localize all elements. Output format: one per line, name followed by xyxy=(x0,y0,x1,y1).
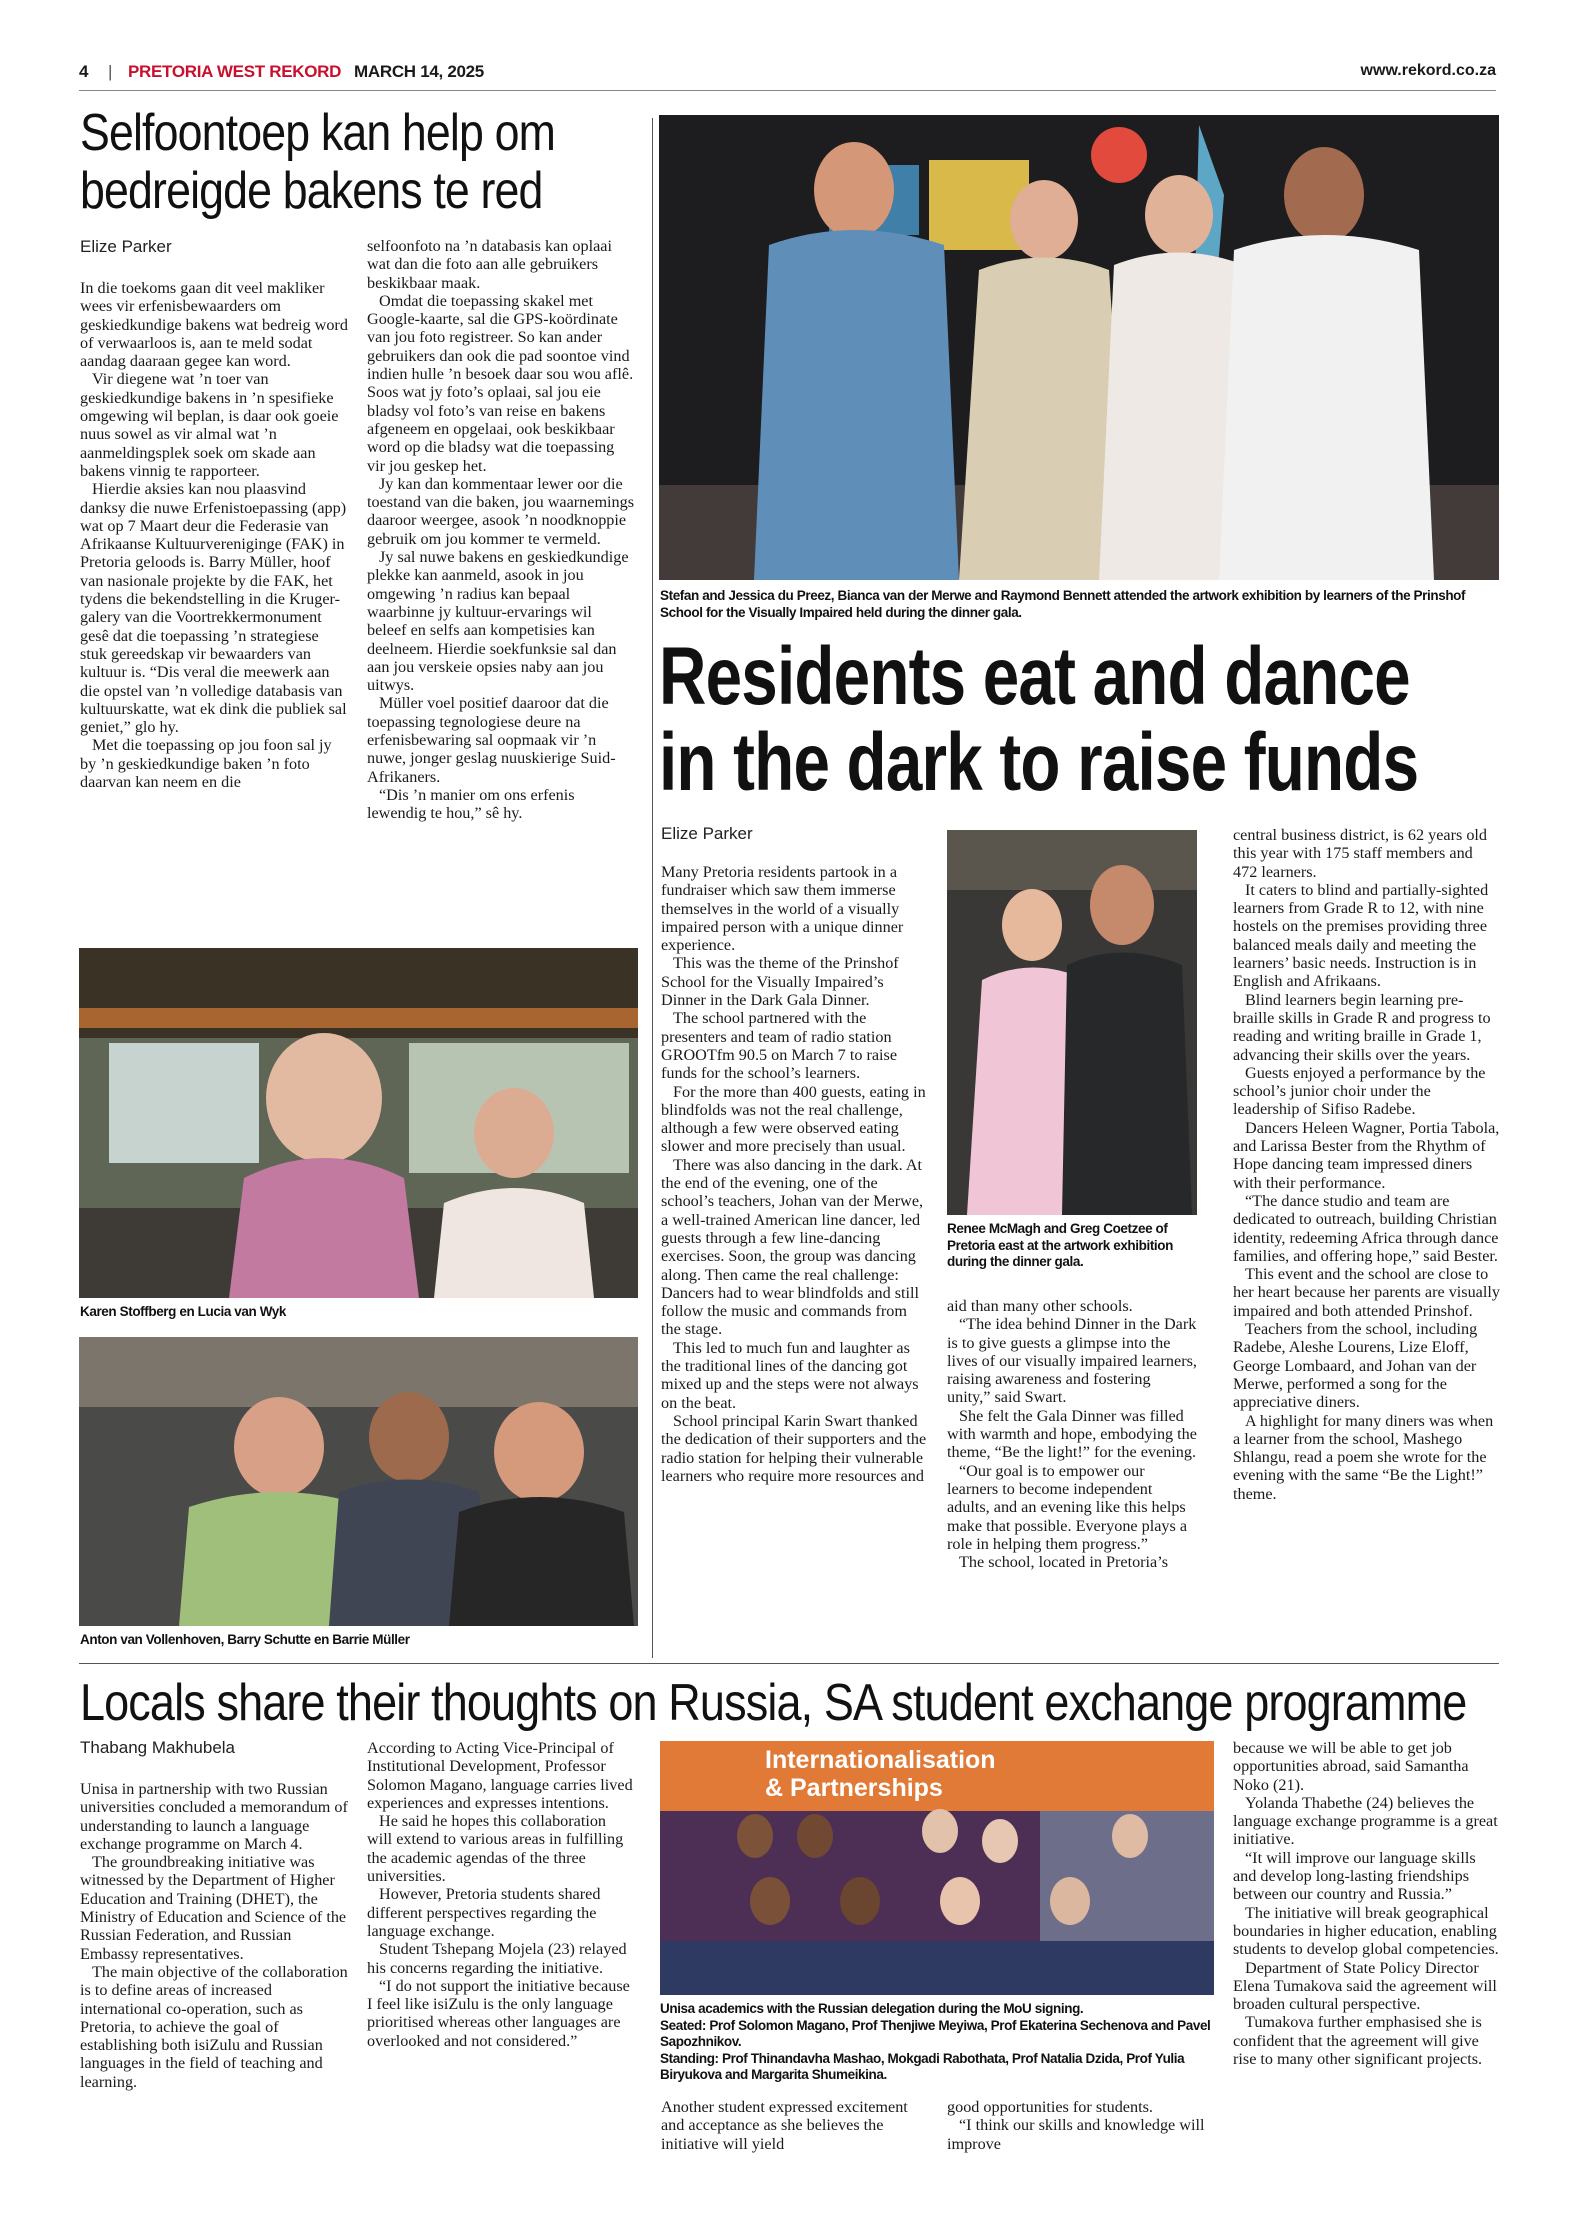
article1-headline: Selfoontoep kan help om bedreigde bakens te red xyxy=(80,104,555,220)
paragraph: There was also dancing in the dark. At the end of the evening, one of the school’s teachers, Johan van der Merwe, a well-trained American line dancer, led guests through a few line-dancing exercises. Soon, the group was dancing along. Then came the real challenge: Dancers had to wear blindfolds and still follow the music and commands from the stage. xyxy=(661,1155,924,1339)
article3-column-1 xyxy=(80,1780,348,2091)
column-divider xyxy=(652,118,653,1658)
paragraph: Guests enjoyed a performance by the school’s junior choir under the leadership of Sifiso Radebe. xyxy=(1233,1063,1486,1119)
article2-column-2 xyxy=(947,1297,1197,1571)
paragraph: central business district, is 62 years old this year with 175 staff members and 472 learners. xyxy=(1233,826,1488,881)
article3-column-2 xyxy=(367,1739,635,2050)
paragraph: The initiative will break geographical boundaries in higher education, enabling students to develop global competencies. xyxy=(1233,1903,1499,1959)
caption-anton-barry-barrie: Anton van Vollenhoven, Barry Schutte en Barrie Müller xyxy=(80,1632,410,1647)
article3-column-4 xyxy=(947,2098,1207,2153)
article2-column-1 xyxy=(661,863,930,1485)
paragraph: Tumakova further emphasised she is confident that the agreement will give rise to many other significant projects. xyxy=(1233,2013,1483,2069)
paragraph: “It will improve our language skills and develop long-lasting friendships between our country and Russia.” xyxy=(1233,1848,1476,1904)
paragraph: Dancers Heleen Wagner, Portia Tabola, and Larissa Bester from the Rhythm of Hope dancing team impressed diners with their performance. xyxy=(1233,1118,1500,1192)
paragraph: “I think our skills and knowledge will improve xyxy=(947,2116,1205,2153)
article2-byline: Elize Parker xyxy=(661,824,753,843)
photo-mou-signing xyxy=(660,1741,1214,1995)
paragraph: For the more than 400 guests, eating in blindfolds was not the real challenge, although a few were observed eating slower and more precisely than usual. xyxy=(661,1082,926,1156)
issue-date: MARCH 14, 2025 xyxy=(354,62,484,81)
paragraph: “Dis ’n manier om ons erfenis lewendig te hou,” sê hy. xyxy=(367,785,575,823)
header-separator: | xyxy=(108,62,113,81)
paragraph: Müller voel positief daaroor dat die toepassing tegnologiese deure na erfenisbewaring sal oopmaak vir ’n nuwe, jonger geslag nuuskierige Suid-Afrikaners. xyxy=(367,694,616,786)
paragraph: The groundbreaking initiative was witnessed by the Department of Higher Education and Training (DHET), the Ministry of Education and Science of the Russian Federation, and Russian Embassy representatives. xyxy=(80,1853,347,1963)
article1-column-2 xyxy=(367,237,635,823)
paragraph: Met die toepassing op jou foon sal jy by ’n geskiedkundige baken ’n foto daarvan kan neem en die xyxy=(80,736,332,792)
page-number: 4 xyxy=(79,62,89,81)
paragraph: This event and the school are close to her heart because her parents are visually impaired and both attended Prinshof. xyxy=(1233,1265,1500,1320)
paragraph: According to Acting Vice-Principal of Institutional Development, Professor Solomon Magano, language carries lived experiences and expresses intentions. xyxy=(367,1739,633,1812)
paragraph: School principal Karin Swart thanked the dedication of their supporters and the radio station for helping their vulnerable learners who require more resources and xyxy=(661,1411,927,1485)
paragraph: Another student expressed excitement and acceptance as she believes the initiative will yield xyxy=(661,2098,908,2153)
paragraph: The school partnered with the presenters and team of radio station GROOTfm 90.5 on March 7 to raise funds for the school’s learners. xyxy=(661,1009,898,1083)
paragraph: Omdat die toepassing skakel met Google-kaarte, sal die GPS-koördinate van jou foto registreer. So kan ander gebruikers dan ook die pad soontoe vind indien hulle ’n besoek daar sou wou aflê. Soos wat jy foto’s oplaai, sal jou eie bladsy vol foto’s van reise en bakens afgeneem en opgelaai, ook beskikbaar word op die bladsy wat die toepassing vir jou geskep het. xyxy=(367,291,634,475)
paragraph: “Our goal is to empower our learners to become independent adults, and an evening like this helps make that possible. Everyone plays a role in helping them progress.” xyxy=(947,1461,1188,1553)
newspaper-name: PRETORIA WEST REKORD xyxy=(128,62,342,81)
caption-top-photo: Stefan and Jessica du Preez, Bianca van der Merwe and Raymond Bennett attended the artwork exhibition by learners of the Prinshof School for the Visually Impaired held during the dinner gala. xyxy=(660,588,1466,620)
photo-anton-barry-barrie xyxy=(79,1337,638,1626)
paragraph: selfoonfoto na ’n databasis kan oplaai wat dan die foto aan alle gebruikers beskikbaar maak. xyxy=(367,237,612,292)
paragraph: The main objective of the collaboration is to define areas of increased international co-operation, such as Pretoria, to achieve the goal of establishing both isiZulu and Russian languages in the field of teaching and learning. xyxy=(80,1962,348,2091)
article3-headline: Locals share their thoughts on Russia, SA student exchange programme xyxy=(80,1674,1467,1732)
paragraph: The school, located in Pretoria’s xyxy=(959,1553,1169,1572)
paragraph: Student Tshepang Mojela (23) relayed his concerns regarding the initiative. xyxy=(367,1940,627,1977)
article1-column-1 xyxy=(80,279,348,791)
article3-column-5 xyxy=(1233,1739,1501,2068)
caption-mou-photo: Unisa academics with the Russian delegation during the MoU signing. Seated: Prof Solomon Magano, Prof Thenjiwe Meyiwa, Prof Ekaterina Sechenova and Pavel Sapozhnikov. Standing: Prof Thinandavha Mashao, Mokgadi Rabothata, Prof Natalia Dzida, Prof Yulia Biryukova and Margarita Shumeikina. xyxy=(660,2001,1211,2082)
paragraph: Department of State Policy Director Elena Tumakova said the agreement will broaden cultural perspective. xyxy=(1233,1958,1497,2014)
article1-byline: Elize Parker xyxy=(80,237,172,256)
paragraph: Jy sal nuwe bakens en geskiedkundige plekke kan aanmeld, asook in jou omgewing ’n radius kan bepaal waarbinne jy kultuur-ervarings wil beleef en selfs aan kompetisies kan deelneem. Hierdie soekfunksie sal dan aan jou verskeie opsies naby aan jou uitwys. xyxy=(367,548,629,695)
photo-banner-text: Internationalisation & Partnerships xyxy=(765,1746,996,1802)
paragraph: Jy kan dan kommentaar lewer oor die toestand van die baken, jou waarnemings daaroor weergee, asook ’n noodknoppie gebruik om jou kommer te vermeld. xyxy=(367,474,635,548)
paragraph: because we will be able to get job opportunities abroad, said Samantha Noko (21). xyxy=(1233,1739,1469,1794)
website-link[interactable]: www.rekord.co.za xyxy=(1360,62,1496,79)
article3-byline: Thabang Makhubela xyxy=(80,1738,236,1757)
paragraph: Unisa in partnership with two Russian universities concluded a memorandum of understanding to launch a language exchange programme on March 4. xyxy=(80,1780,348,1853)
photo-renee-greg xyxy=(947,830,1197,1215)
section-divider xyxy=(79,1663,1499,1664)
paragraph: In die toekoms gaan dit veel makliker wees vir erfenisbewaarders om geskiedkundige bakens wat bedreig word of verwaarloos is, aan te meld sodat aandag daaraan gegee kan word. xyxy=(80,279,348,371)
article3-column-3 xyxy=(661,2098,921,2153)
paragraph: Yolanda Thabethe (24) believes the language exchange programme is a great initiative. xyxy=(1233,1793,1498,1849)
photo-karen-lucia xyxy=(79,948,638,1298)
paragraph: good opportunities for students. xyxy=(947,2098,1153,2116)
paragraph: Hierdie aksies kan nou plaasvind danksy die nuwe Erfenistoepassing (app) wat op 7 Maart deur die Federasie van Afrikaanse Kultuurvereniginge (FAK) in Pretoria geloods is. Barry Müller, hoof van nasionale projekte by die FAK, het tydens die bekendstelling in die Kruger-galery van die Voortrekkermonument gesê dat die toepassing ’n strategiese stuk gereedskap vir bewaarders van kultuur is. “Dis veral die meewerk aan die opstel van ’n volledige databasis van kultuurskatte, wat ek dink die publiek sal geniet,” glo hy. xyxy=(80,480,347,737)
article2-headline: Residents eat and dance in the dark to raise funds xyxy=(659,631,1419,808)
paragraph: It caters to blind and partially-sighted learners from Grade R to 12, with nine hostels on the premises providing three balanced meals daily and meeting the learners’ basic needs. Instruction is in English and Afrikaans. xyxy=(1233,880,1489,991)
paragraph: This was the theme of the Prinshof School for the Visually Impaired’s Dinner in the Dark Gala Dinner. xyxy=(661,954,899,1010)
paragraph: Many Pretoria residents partook in a fundraiser which saw them immerse themselves in the world of a visually impaired person with a unique dinner experience. xyxy=(661,863,904,955)
paragraph: A highlight for many diners was when a learner from the school, Mashego Shlangu, read a poem she wrote for the evening with the same “Be the Light!” theme. xyxy=(1233,1411,1494,1503)
header-rule xyxy=(79,90,1496,91)
paragraph: “The idea behind Dinner in the Dark is to give guests a glimpse into the lives of our visually impaired learners, raising awareness and fostering unity,” said Swart. xyxy=(947,1315,1197,1407)
photo-stefan-jessica-bianca-raymond xyxy=(659,115,1499,580)
paragraph: “The dance studio and team are dedicated to outreach, building Christian identity, redeeming Africa through dance families, and offering hope,” said Bester. xyxy=(1233,1191,1499,1265)
paragraph: However, Pretoria students shared different perspectives regarding the language exchange. xyxy=(367,1885,601,1940)
paragraph: “I do not support the initiative because I feel like isiZulu is the only language prioritised whereas other languages are overlooked and not considered.” xyxy=(367,1976,630,2050)
paragraph: Teachers from the school, including Radebe, Aleshe Lourens, Lize Eloff, George Lombaard, and Johan van der Merwe, performed a song for the appreciative diners. xyxy=(1233,1320,1478,1412)
caption-middle-photo: Renee McMagh and Greg Coetzee of Pretoria east at the artwork exhibition during the dinner gala. xyxy=(947,1221,1173,1269)
paragraph: This led to much fun and laughter as the traditional lines of the dancing got mixed up and the steps were not always on the beat. xyxy=(661,1338,919,1412)
paragraph: She felt the Gala Dinner was filled with warmth and hope, embodying the theme, “Be the light!” for the evening. xyxy=(947,1406,1197,1462)
caption-karen-lucia: Karen Stoffberg en Lucia van Wyk xyxy=(80,1304,287,1319)
paragraph: aid than many other schools. xyxy=(947,1297,1133,1315)
paragraph: He said he hopes this collaboration will extend to various areas in fulfilling the academic agendas of the three universities. xyxy=(367,1812,624,1886)
paragraph: Blind learners begin learning pre-braille skills in Grade R and progress to reading and writing braille in Grade 1, advancing their skills over the years. xyxy=(1233,990,1491,1064)
paragraph: Vir diegene wat ’n toer van geskiedkundige bakens in ’n spesifieke omgewing wil beplan, is daar ook goeie nuus sowel as vir almal wat ’n aanmeldingsplek soek om skade aan bakens vinnig te rapporteer. xyxy=(80,370,339,480)
article2-column-3 xyxy=(1233,826,1501,1503)
